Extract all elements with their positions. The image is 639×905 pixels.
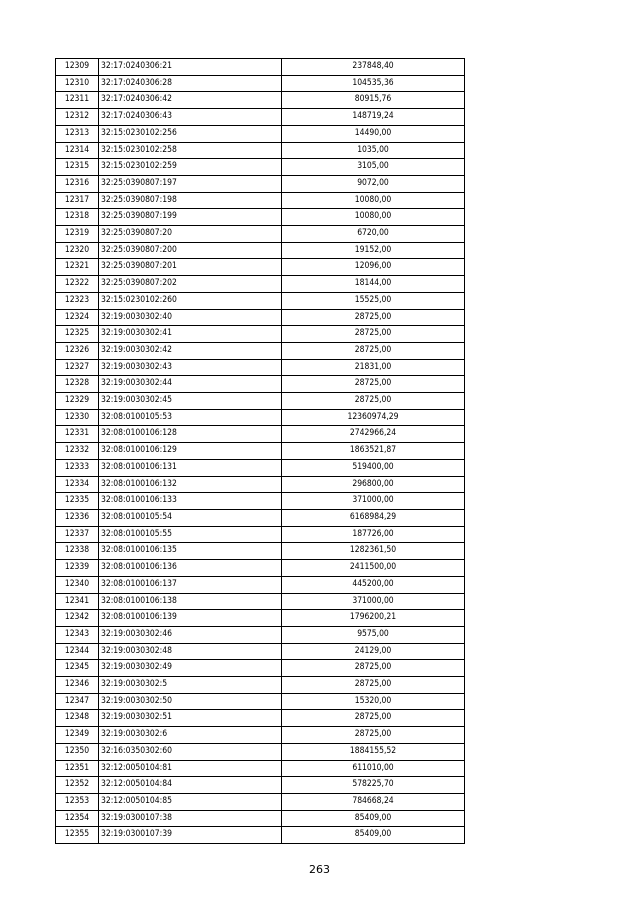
table-row xyxy=(56,175,465,192)
table-row xyxy=(56,109,465,126)
table-row xyxy=(56,610,465,627)
table-row xyxy=(56,576,465,593)
table-row xyxy=(56,226,465,243)
value-cell: 371000,00 xyxy=(282,493,465,510)
row-number-cell: 12347 xyxy=(56,693,99,710)
table-row xyxy=(56,376,465,393)
table-row xyxy=(56,125,465,142)
value-cell: 21831,00 xyxy=(282,359,465,376)
table-row xyxy=(56,259,465,276)
value-cell: 6720,00 xyxy=(282,226,465,243)
table-row xyxy=(56,159,465,176)
cadastral-number-cell: 32:08:0100106:135 xyxy=(99,543,282,560)
table-row xyxy=(56,359,465,376)
value-cell: 9072,00 xyxy=(282,175,465,192)
table-row xyxy=(56,92,465,109)
value-cell: 80915,76 xyxy=(282,92,465,109)
cadastral-number-cell: 32:25:0390807:197 xyxy=(99,175,282,192)
cadastral-number-cell: 32:19:0030302:42 xyxy=(99,342,282,359)
row-number-cell: 12332 xyxy=(56,443,99,460)
cadastral-number-cell: 32:25:0390807:198 xyxy=(99,192,282,209)
cadastral-number-cell: 32:08:0100105:53 xyxy=(99,409,282,426)
cadastral-number-cell: 32:08:0100106:128 xyxy=(99,426,282,443)
cadastral-number-cell: 32:19:0030302:51 xyxy=(99,710,282,727)
row-number-cell: 12334 xyxy=(56,476,99,493)
cadastral-number-cell: 32:19:0030302:48 xyxy=(99,643,282,660)
cadastral-number-cell: 32:19:0030302:40 xyxy=(99,309,282,326)
table-row xyxy=(56,476,465,493)
value-cell: 15525,00 xyxy=(282,292,465,309)
value-cell: 85409,00 xyxy=(282,827,465,844)
row-number-cell: 12311 xyxy=(56,92,99,109)
row-number-cell: 12336 xyxy=(56,509,99,526)
value-cell: 784668,24 xyxy=(282,793,465,810)
row-number-cell: 12333 xyxy=(56,459,99,476)
value-cell: 445200,00 xyxy=(282,576,465,593)
cadastral-number-cell: 32:08:0100106:129 xyxy=(99,443,282,460)
row-number-cell: 12342 xyxy=(56,610,99,627)
value-cell: 28725,00 xyxy=(282,677,465,694)
value-cell: 1035,00 xyxy=(282,142,465,159)
row-number-cell: 12345 xyxy=(56,660,99,677)
page-number: 263 xyxy=(309,863,330,876)
value-cell: 296800,00 xyxy=(282,476,465,493)
cadastral-number-cell: 32:08:0100106:133 xyxy=(99,493,282,510)
cadastral-number-cell: 32:19:0030302:5 xyxy=(99,677,282,694)
value-cell: 1884155,52 xyxy=(282,743,465,760)
value-cell: 187726,00 xyxy=(282,526,465,543)
row-number-cell: 12314 xyxy=(56,142,99,159)
cadastral-number-cell: 32:17:0240306:28 xyxy=(99,75,282,92)
table-row xyxy=(56,459,465,476)
row-number-cell: 12344 xyxy=(56,643,99,660)
cadastral-number-cell: 32:12:0050104:84 xyxy=(99,777,282,794)
value-cell: 28725,00 xyxy=(282,309,465,326)
row-number-cell: 12340 xyxy=(56,576,99,593)
row-number-cell: 12353 xyxy=(56,793,99,810)
cadastral-number-cell: 32:15:0230102:259 xyxy=(99,159,282,176)
value-cell: 237848,40 xyxy=(282,59,465,76)
cadastral-number-cell: 32:08:0100106:139 xyxy=(99,610,282,627)
cadastral-number-cell: 32:08:0100106:138 xyxy=(99,593,282,610)
table-row xyxy=(56,426,465,443)
value-cell: 3105,00 xyxy=(282,159,465,176)
cadastral-number-cell: 32:19:0300107:39 xyxy=(99,827,282,844)
table-row xyxy=(56,526,465,543)
value-cell: 1282361,50 xyxy=(282,543,465,560)
cadastral-number-cell: 32:19:0030302:6 xyxy=(99,727,282,744)
table-row xyxy=(56,827,465,844)
value-cell: 148719,24 xyxy=(282,109,465,126)
row-number-cell: 12346 xyxy=(56,677,99,694)
row-number-cell: 12310 xyxy=(56,75,99,92)
cadastral-number-cell: 32:15:0230102:256 xyxy=(99,125,282,142)
row-number-cell: 12327 xyxy=(56,359,99,376)
table-row xyxy=(56,643,465,660)
data-table xyxy=(55,58,465,844)
table-row xyxy=(56,710,465,727)
table-row xyxy=(56,660,465,677)
table-row xyxy=(56,543,465,560)
value-cell: 28725,00 xyxy=(282,376,465,393)
value-cell: 24129,00 xyxy=(282,643,465,660)
cadastral-number-cell: 32:25:0390807:201 xyxy=(99,259,282,276)
table-row xyxy=(56,326,465,343)
value-cell: 611010,00 xyxy=(282,760,465,777)
row-number-cell: 12350 xyxy=(56,743,99,760)
value-cell: 15320,00 xyxy=(282,693,465,710)
table-row xyxy=(56,727,465,744)
value-cell: 10080,00 xyxy=(282,209,465,226)
table-row xyxy=(56,593,465,610)
value-cell: 12096,00 xyxy=(282,259,465,276)
table-row xyxy=(56,192,465,209)
row-number-cell: 12343 xyxy=(56,626,99,643)
cadastral-number-cell: 32:08:0100105:54 xyxy=(99,509,282,526)
row-number-cell: 12318 xyxy=(56,209,99,226)
row-number-cell: 12341 xyxy=(56,593,99,610)
value-cell: 2742966,24 xyxy=(282,426,465,443)
value-cell: 578225,70 xyxy=(282,777,465,794)
table-row xyxy=(56,209,465,226)
table-row xyxy=(56,626,465,643)
value-cell: 519400,00 xyxy=(282,459,465,476)
row-number-cell: 12315 xyxy=(56,159,99,176)
table-row xyxy=(56,59,465,76)
table-row xyxy=(56,777,465,794)
table-row xyxy=(56,292,465,309)
value-cell: 12360974,29 xyxy=(282,409,465,426)
row-number-cell: 12331 xyxy=(56,426,99,443)
cadastral-number-cell: 32:15:0230102:260 xyxy=(99,292,282,309)
value-cell: 371000,00 xyxy=(282,593,465,610)
table-row xyxy=(56,693,465,710)
row-number-cell: 12317 xyxy=(56,192,99,209)
cadastral-number-cell: 32:25:0390807:200 xyxy=(99,242,282,259)
row-number-cell: 12355 xyxy=(56,827,99,844)
cadastral-number-cell: 32:15:0230102:258 xyxy=(99,142,282,159)
row-number-cell: 12337 xyxy=(56,526,99,543)
cadastral-number-cell: 32:08:0100106:132 xyxy=(99,476,282,493)
table-row xyxy=(56,743,465,760)
row-number-cell: 12316 xyxy=(56,175,99,192)
cadastral-number-cell: 32:19:0030302:44 xyxy=(99,376,282,393)
value-cell: 1796200,21 xyxy=(282,610,465,627)
row-number-cell: 12330 xyxy=(56,409,99,426)
value-cell: 19152,00 xyxy=(282,242,465,259)
value-cell: 28725,00 xyxy=(282,393,465,410)
table-row xyxy=(56,810,465,827)
cadastral-number-cell: 32:16:0350302:60 xyxy=(99,743,282,760)
cadastral-number-cell: 32:19:0030302:49 xyxy=(99,660,282,677)
row-number-cell: 12329 xyxy=(56,393,99,410)
table-row xyxy=(56,443,465,460)
row-number-cell: 12320 xyxy=(56,242,99,259)
value-cell: 14490,00 xyxy=(282,125,465,142)
cadastral-number-cell: 32:08:0100105:55 xyxy=(99,526,282,543)
row-number-cell: 12312 xyxy=(56,109,99,126)
value-cell: 18144,00 xyxy=(282,276,465,293)
table-row xyxy=(56,276,465,293)
table-row xyxy=(56,242,465,259)
table-row xyxy=(56,793,465,810)
value-cell: 28725,00 xyxy=(282,727,465,744)
cadastral-number-cell: 32:12:0050104:81 xyxy=(99,760,282,777)
row-number-cell: 12323 xyxy=(56,292,99,309)
value-cell: 2411500,00 xyxy=(282,560,465,577)
cadastral-number-cell: 32:19:0300107:38 xyxy=(99,810,282,827)
value-cell: 9575,00 xyxy=(282,626,465,643)
value-cell: 28725,00 xyxy=(282,660,465,677)
table-row xyxy=(56,509,465,526)
row-number-cell: 12352 xyxy=(56,777,99,794)
cadastral-number-cell: 32:08:0100106:136 xyxy=(99,560,282,577)
table-row xyxy=(56,760,465,777)
row-number-cell: 12322 xyxy=(56,276,99,293)
value-cell: 28725,00 xyxy=(282,326,465,343)
value-cell: 28725,00 xyxy=(282,342,465,359)
table-row xyxy=(56,409,465,426)
row-number-cell: 12325 xyxy=(56,326,99,343)
table-row xyxy=(56,342,465,359)
cadastral-number-cell: 32:19:0030302:45 xyxy=(99,393,282,410)
cadastral-number-cell: 32:19:0030302:50 xyxy=(99,693,282,710)
table-row xyxy=(56,309,465,326)
cadastral-number-cell: 32:25:0390807:20 xyxy=(99,226,282,243)
cadastral-number-cell: 32:19:0030302:46 xyxy=(99,626,282,643)
cadastral-number-cell: 32:25:0390807:202 xyxy=(99,276,282,293)
row-number-cell: 12354 xyxy=(56,810,99,827)
cadastral-number-cell: 32:25:0390807:199 xyxy=(99,209,282,226)
value-cell: 6168984,29 xyxy=(282,509,465,526)
table-row xyxy=(56,677,465,694)
cadastral-number-cell: 32:19:0030302:41 xyxy=(99,326,282,343)
cadastral-number-cell: 32:19:0030302:43 xyxy=(99,359,282,376)
value-cell: 10080,00 xyxy=(282,192,465,209)
cadastral-number-cell: 32:17:0240306:42 xyxy=(99,92,282,109)
table-body xyxy=(56,59,465,844)
row-number-cell: 12313 xyxy=(56,125,99,142)
cadastral-number-cell: 32:12:0050104:85 xyxy=(99,793,282,810)
row-number-cell: 12335 xyxy=(56,493,99,510)
row-number-cell: 12326 xyxy=(56,342,99,359)
table-row xyxy=(56,393,465,410)
row-number-cell: 12351 xyxy=(56,760,99,777)
table-row xyxy=(56,75,465,92)
table-row xyxy=(56,560,465,577)
table-row xyxy=(56,493,465,510)
table-row xyxy=(56,142,465,159)
cadastral-number-cell: 32:17:0240306:21 xyxy=(99,59,282,76)
row-number-cell: 12328 xyxy=(56,376,99,393)
row-number-cell: 12309 xyxy=(56,59,99,76)
row-number-cell: 12339 xyxy=(56,560,99,577)
value-cell: 85409,00 xyxy=(282,810,465,827)
value-cell: 28725,00 xyxy=(282,710,465,727)
value-cell: 1863521,87 xyxy=(282,443,465,460)
row-number-cell: 12338 xyxy=(56,543,99,560)
cadastral-number-cell: 32:17:0240306:43 xyxy=(99,109,282,126)
row-number-cell: 12321 xyxy=(56,259,99,276)
row-number-cell: 12348 xyxy=(56,710,99,727)
cadastral-number-cell: 32:08:0100106:137 xyxy=(99,576,282,593)
row-number-cell: 12324 xyxy=(56,309,99,326)
row-number-cell: 12319 xyxy=(56,226,99,243)
cadastral-number-cell: 32:08:0100106:131 xyxy=(99,459,282,476)
row-number-cell: 12349 xyxy=(56,727,99,744)
value-cell: 104535,36 xyxy=(282,75,465,92)
